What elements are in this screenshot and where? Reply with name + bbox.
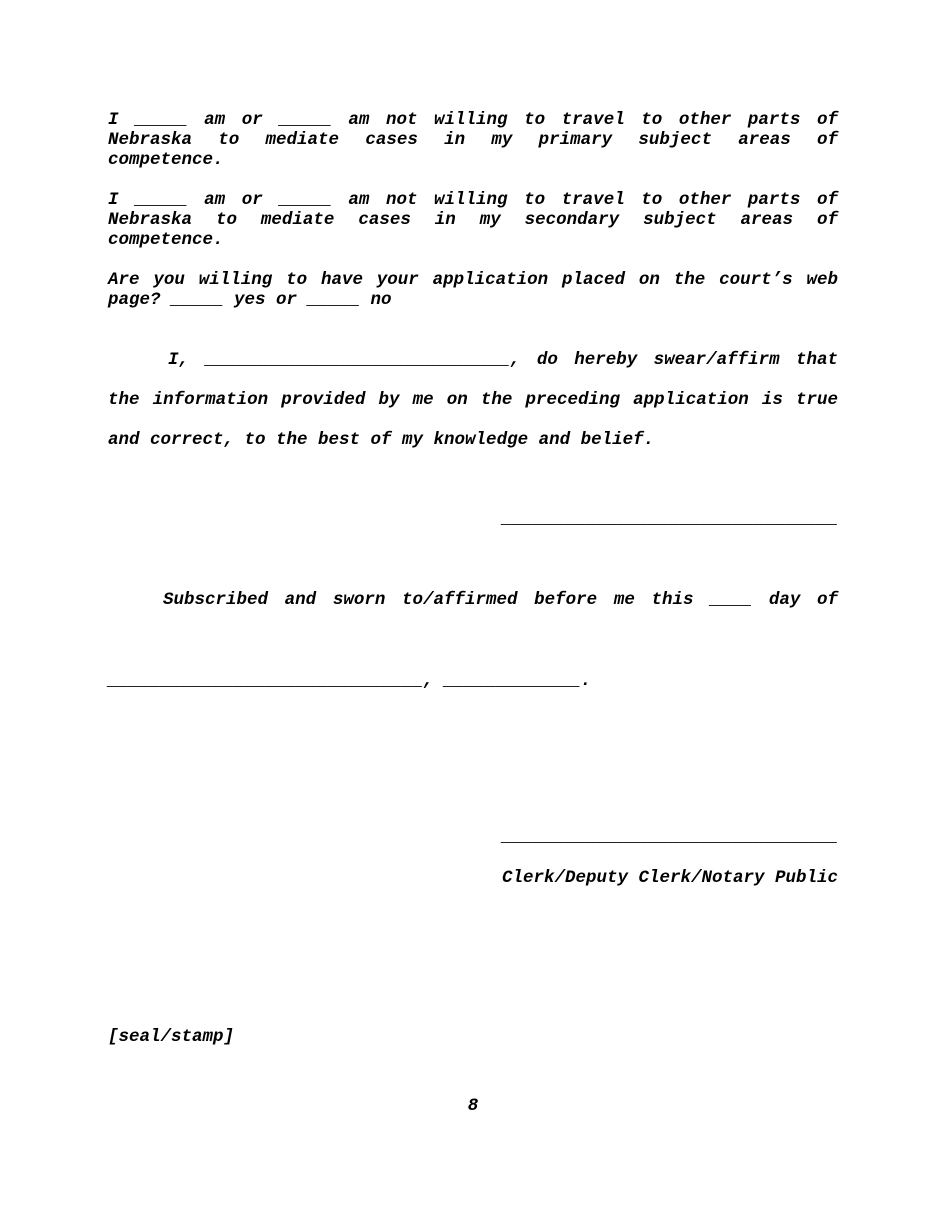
travel-primary-line-2: Nebraska to mediate cases in my primary subject areas of	[108, 130, 838, 150]
travel-primary-line-1: I _____ am or _____ am not willing to travel to other parts of	[108, 110, 838, 130]
clerk-signature-line: ________________________________	[501, 827, 838, 847]
web-page-question-line-2: page? _____ yes or _____ no	[108, 290, 392, 310]
subscribed-sworn-line: Subscribed and sworn to/affirmed before me this ____ day of	[163, 590, 838, 610]
date-blank-line: ______________________________, _____________.	[108, 671, 592, 691]
clerk-signature-label: Clerk/Deputy Clerk/Notary Public	[501, 868, 838, 888]
web-page-question-line-1: Are you willing to have your application placed on the court’s web	[108, 270, 838, 290]
applicant-signature-line: ________________________________	[501, 509, 838, 529]
travel-secondary-line-3: competence.	[108, 230, 224, 250]
page-number: 8	[467, 1096, 479, 1116]
travel-primary-line-3: competence.	[108, 150, 224, 170]
oath-line-3: and correct, to the best of my knowledge and belief.	[108, 430, 655, 450]
oath-line-1: I, _____________________________, do hereby swear/affirm that	[168, 350, 838, 370]
travel-secondary-line-2: Nebraska to mediate cases in my secondary subject areas of	[108, 210, 838, 230]
seal-stamp-note: [seal/stamp]	[108, 1027, 235, 1047]
travel-secondary-line-1: I _____ am or _____ am not willing to travel to other parts of	[108, 190, 838, 210]
oath-line-2: the information provided by me on the preceding application is true	[108, 390, 838, 410]
